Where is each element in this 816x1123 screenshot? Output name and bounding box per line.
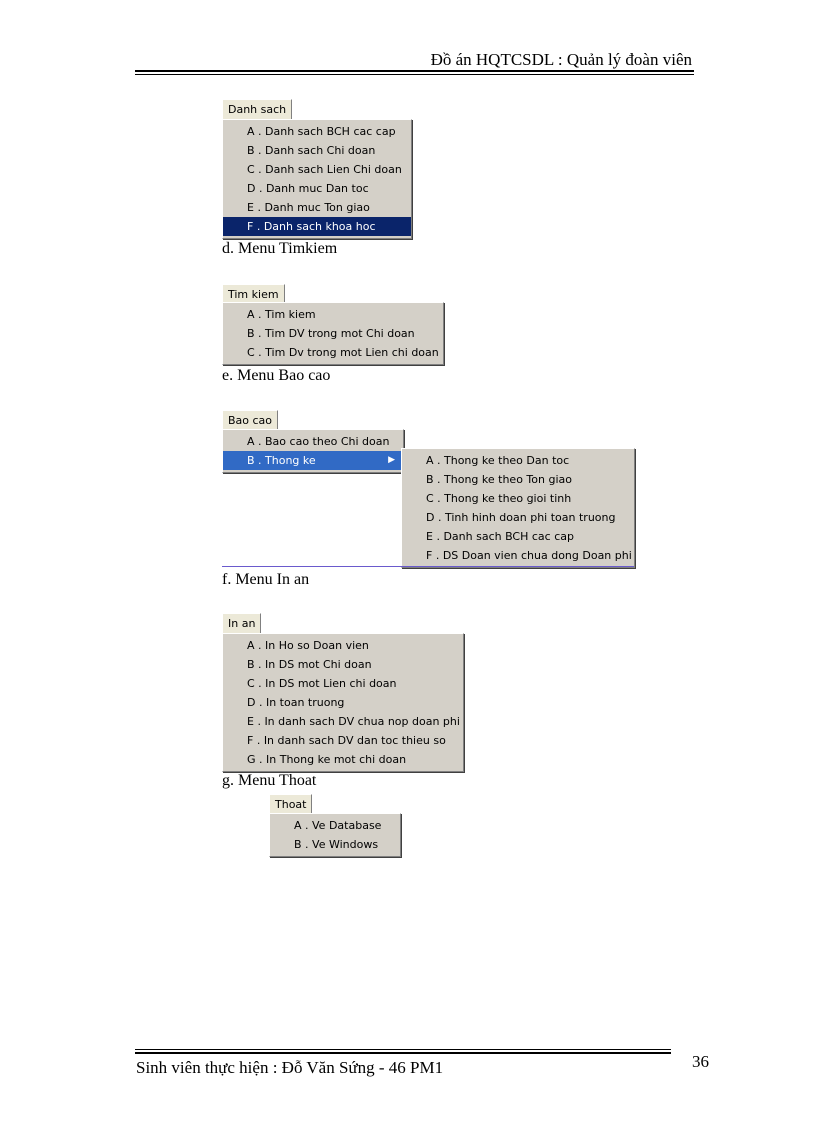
submenu-thong-ke: [401, 448, 635, 568]
menu-item-thong-ke[interactable]: [223, 451, 403, 470]
menu-item-tim-kiem[interactable]: A . Tim kiem: [247, 308, 316, 321]
caption-menu-in-an: f. Menu In an: [222, 571, 310, 588]
menu-in-an: [222, 633, 464, 772]
header-rule-thin: [135, 74, 694, 75]
menubar-thoat[interactable]: [269, 794, 312, 815]
menubar-danh-sach[interactable]: [222, 99, 292, 120]
submenu-item-gioi-tinh[interactable]: C . Thong ke theo gioi tinh: [426, 492, 572, 505]
footer-rule-thin: [135, 1049, 671, 1050]
menu-item-ve-database[interactable]: A . Ve Database: [294, 819, 382, 832]
menubar-bao-cao-label: Bao cao: [228, 414, 273, 427]
menu-item-in-ds-chi-doan[interactable]: B . In DS mot Chi doan: [247, 658, 372, 671]
menu-item-in-ho-so[interactable]: A . In Ho so Doan vien: [247, 639, 369, 652]
menu-item-in-toan-truong[interactable]: D . In toan truong: [247, 696, 345, 709]
menu-item-danh-muc-ton-giao[interactable]: E . Danh muc Ton giao: [247, 201, 370, 214]
menubar-tim-kiem-label: Tim kiem: [228, 288, 279, 301]
menu-item-danh-sach-lien-chi-doan[interactable]: C . Danh sach Lien Chi doan: [247, 163, 402, 176]
caption-menu-thoat: g. Menu Thoat: [222, 772, 317, 789]
menubar-bao-cao[interactable]: [222, 410, 278, 431]
submenu-item-chua-dong-doan-phi[interactable]: F . DS Doan vien chua dong Doan phi: [426, 549, 632, 562]
document-header-title: Đồ án HQTCSDL : Quản lý đoàn viên: [430, 50, 692, 69]
menu-item-danh-sach-bch[interactable]: A . Danh sach BCH cac cap: [247, 125, 396, 138]
submenu-item-doan-phi[interactable]: D . Tinh hinh doan phi toan truong: [426, 511, 616, 524]
menu-thoat: [269, 813, 401, 857]
submenu-item-bch[interactable]: E . Danh sach BCH cac cap: [426, 530, 574, 543]
menu-item-bao-cao-chi-doan[interactable]: A . Bao cao theo Chi doan: [247, 435, 390, 448]
menu-item-danh-sach-khoa-hoc[interactable]: F . Danh sach khoa hoc: [223, 217, 411, 236]
menubar-in-an[interactable]: [222, 613, 261, 634]
menu-item-in-thong-ke[interactable]: G . In Thong ke mot chi doan: [247, 753, 407, 766]
menu-tim-kiem: [222, 302, 444, 365]
submenu-arrow-icon: ▶: [388, 455, 395, 465]
menu-item-in-dan-toc-thieu-so[interactable]: F . In danh sach DV dan toc thieu so: [247, 734, 446, 747]
divider-line: [222, 566, 634, 567]
submenu-item-dan-toc[interactable]: A . Thong ke theo Dan toc: [426, 454, 570, 467]
caption-menu-timkiem: d. Menu Timkiem: [222, 240, 338, 257]
menu-item-danh-sach-chi-doan[interactable]: B . Danh sach Chi doan: [247, 144, 376, 157]
menubar-thoat-label: Thoat: [275, 798, 307, 811]
menu-bao-cao: [222, 429, 404, 473]
footer-rule: [135, 1052, 671, 1054]
menu-item-thong-ke-label: B . Thong ke: [247, 454, 316, 467]
menu-item-ve-windows[interactable]: B . Ve Windows: [294, 838, 379, 851]
menu-danh-sach: [222, 119, 412, 239]
menu-item-tim-dv-chi-doan[interactable]: B . Tim DV trong mot Chi doan: [247, 327, 415, 340]
header-rule: [135, 70, 694, 72]
caption-menu-bao-cao: e. Menu Bao cao: [222, 367, 331, 384]
menubar-danh-sach-label: Danh sach: [228, 103, 287, 116]
menubar-in-an-label: In an: [228, 617, 256, 630]
menu-item-danh-muc-dan-toc[interactable]: D . Danh muc Dan toc: [247, 182, 369, 195]
submenu-item-ton-giao[interactable]: B . Thong ke theo Ton giao: [426, 473, 572, 486]
page-number: 36: [692, 1052, 709, 1071]
menu-item-tim-dv-lien-chi-doan[interactable]: C . Tim Dv trong mot Lien chi doan: [247, 346, 439, 359]
footer-author: Sinh viên thực hiện : Đỗ Văn Sứng - 46 PM1: [136, 1058, 444, 1077]
menu-item-in-chua-nop-doan-phi[interactable]: E . In danh sach DV chua nop doan phi: [247, 715, 460, 728]
menu-item-in-ds-lien-chi-doan[interactable]: C . In DS mot Lien chi doan: [247, 677, 397, 690]
